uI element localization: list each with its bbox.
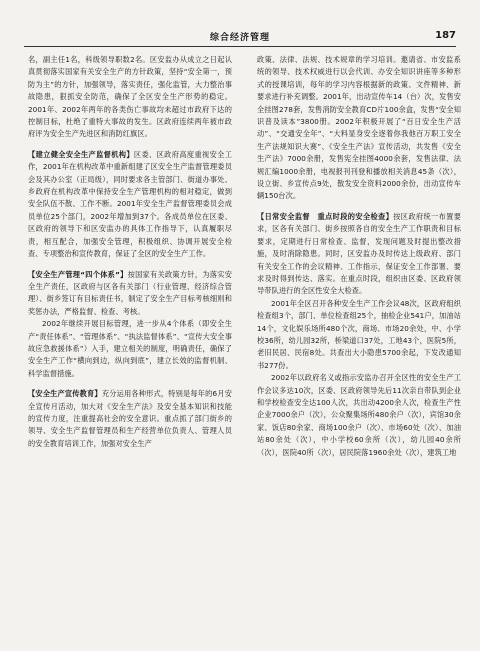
paragraph: 2001年全区召开各种安全生产工作会议48次，区政府组织检查组3个，部门、单位检查组25个，抽检企业541户，加油站14个，文化娱乐场所480个次，商场、市场20余处，中、小学校36所，幼儿园32所，桥梁道口37处，工地43个，医院5所，老旧民居、民宿8处。共查出大小隐患5700余起，下发改通知书277份。 — [257, 298, 461, 370]
paragraph: 名，副主任1名，科级领导职数2名。区安监办从成立之日起认真贯彻落实国家有关安全生产的方针政策，坚持“安全第一，预防为主”的方针，加强领导，落实责任，强化监管，大力整治事故隐患，狠抓安全防范，确保了全区安全生产形势的稳定。2001年、2002年两年的各类伤亡事故均未超过市政府下达的控制目标，杜绝了重特大事故的发生。区政府连续两年被市政府评为安全生产先进区和消防红旗区。 — [28, 55, 232, 139]
paragraph: 2002年以政府名义或指示安监办召开全区性的安全生产工作会议多达10次，区委、区政府领导先后11次亲自带队到企业和学校检查安全达100人次，共出动4200余人次，检查生产性企业7000余户（次），公众聚集场所480余户（次），宾馆30余家、饭店80余家、商场100余户（次）、市场60处（次）、加油站80余处（次），中小学校60余所（次），幼儿园40余所（次），医院40所（次），居民院落1960余处（次），建筑工地 — [257, 373, 461, 457]
section-paragraph — [28, 269, 232, 319]
section-heading: 【日常安全监督 重点时段的安全检查】 — [257, 211, 394, 221]
section-title: 综合经济管理 — [209, 33, 270, 43]
section-body: 区委、区政府高度重视安全工作，2001年在机构改革中重新组建了区安全生产监督管理委员会及其办公室（正局级），同时要求各主管部门、街道办事处、乡政府在机构改革中保持安全生产管理机构的相对稳定，做到安全队伍不散、工作不断。2001年安全生产监督管理委员会成员单位25个部门，2002年增加到37个。各成员单位在区委、区政府的领导下和区安监办的具体工作指导下，认真履职尽责，相互配合，加强安全管理，积极组织、协调开展安全检查、专项整治和宣传教育，保证了全区的安全生产工作。 — [28, 149, 232, 259]
section-heading: 【安全生产宣传教育】 — [28, 389, 102, 399]
section-body: 按国家有关政策方针，为落实安全生产责任，区政府与区各有关部门（行业管理、经济综合管理）、街乡签订有目标责任书，制定了安全生产目标考核细则和奖惩办法，严格监督、检查、考核。 — [28, 269, 232, 316]
section-body: 充分运用各种形式，特别是每年的6月安全宣传月活动，加大对《安全生产法》及安全基本知识和技能的宣传力度，注重提高社会的安全意识。重点抓了部门街乡的领导、安全生产监督管理员和生产经营单位负责人、管理人员的安全教育培训工作，加强对安全生产 — [28, 389, 232, 448]
paragraph: 政策、法律、法规、技术规章的学习培训。邀请省、市安监系统的领导、技术权威进行以会代训、办安全知识讲座等多种形式的授课培训，每年的学习内容根据新的政策、文件精神、新要求进行补充调整。2001年，出动宣传车14（台）次，发售安全挂图278套，发售消防安全教育CD片100余盒，发售“安全知识普及读本”3800册。2002年积极开展了“百日安全生产活动”、“交通安全年”、“大料显身安全逐着你我他百万职工安全生产法规知识大赛”、《安全生产法》宣传活动，共发售《安全生产法》7000余册，发售宪全挂图4000余套，发售法律、法规汇编1000余册，电视报刊刊登和播放相关消息45条（次），设立街、乡宣传点9处，散发安全资料2000余份，出动宣传车辆150台次。 — [257, 55, 461, 201]
section-paragraph — [28, 149, 232, 261]
paragraph: 2002年继续开展目标管理，进一步从4个体系（即安全生产“责任体系”、“管理体系”、“执法监督体系”、“宣传大安全事故应急救援体系”）入手，建立相关的制度，明确责任，确保了安全生产工作“横向到边，纵向到底”，建立长效的监督机制、科学监督措施。 — [28, 319, 232, 378]
page-number: 187 — [435, 30, 456, 41]
section-paragraph — [28, 388, 232, 450]
section-body: 按区政府统一布置要求，区各有关部门、街乡按照各自的安全生产工作职责和目标要求，定期进行日常检查、监督，发现问题及时提出整改措施，及时消除隐患。同时，区安监办及时传达上级政府、部门有关安全工作的会议精神、工作指示，保证安全工作部署、要求及时得到传达、落实。在重点时段，组织由区委、区政府领导带队进行的全区性安全大检查。 — [257, 211, 461, 296]
left-column — [28, 54, 232, 450]
section-heading: 【建立健全安全生产监督机构】 — [28, 149, 134, 159]
right-column — [257, 54, 461, 459]
section-heading: 【安全生产管理“四个体系”】 — [28, 269, 128, 279]
running-header — [24, 30, 456, 47]
section-paragraph — [257, 211, 461, 298]
